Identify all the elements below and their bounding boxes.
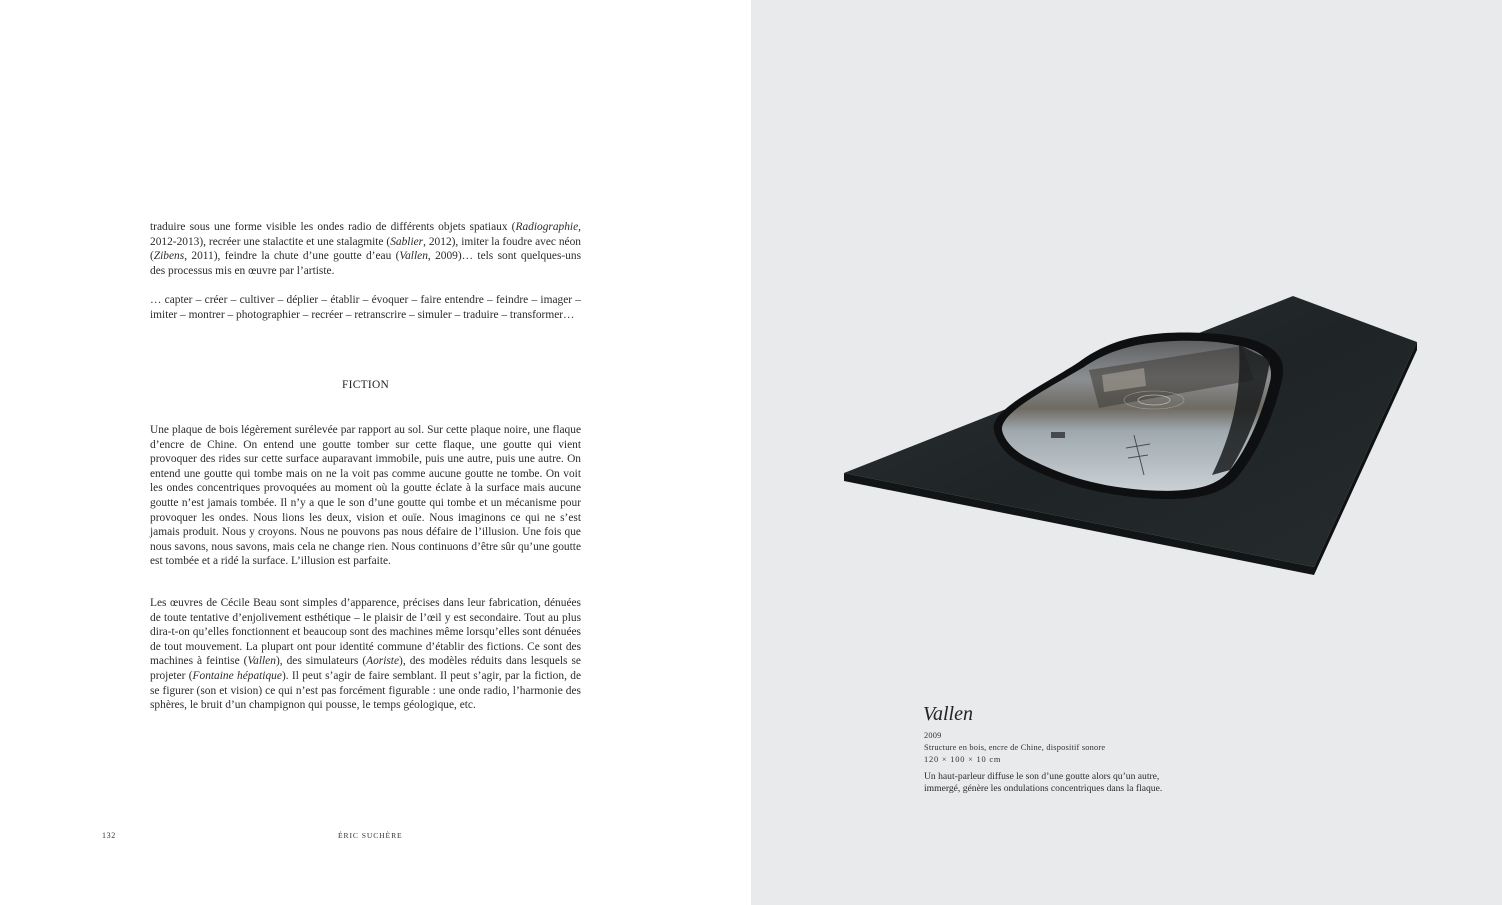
- caption-materials: Structure en bois, encre de Chine, dispositif sonore: [924, 743, 1106, 752]
- text-run: ), des simulateurs (: [275, 655, 367, 668]
- artwork-title-italic: Fontaine hépatique: [192, 669, 282, 682]
- text-run: , 2012), imiter la foudre avec néon (: [150, 235, 581, 263]
- text-run: , 2011), feindre la chute d’une goutte d’eau (: [184, 250, 400, 263]
- paragraph-text: [150, 220, 581, 278]
- right-page: [751, 0, 1502, 905]
- paragraph-verbs: [150, 293, 581, 322]
- text-run: traduire sous une forme visible les ondes radio de différents objets spatiaux (: [150, 221, 516, 233]
- text-run: , 2009)… tels sont quelques-uns des processus mis en œuvre par l’artiste.: [150, 250, 582, 277]
- running-head-author: ÉRIC SUCHÈRE: [338, 831, 403, 840]
- caption-description-line-1: Un haut-parleur diffuse le son d’une goutte alors qu’un autre,: [924, 771, 1160, 782]
- artwork-title-italic: Radiographie: [515, 221, 579, 233]
- artwork-title-italic: Vallen: [399, 250, 428, 263]
- fiction-text: Une plaque de bois légèrement surélevée par rapport au sol. Sur cette plaque noire, une flaque d’encre de Chine. On entend une goutte tomber sur cette flaque, une goutte qui vient provoquer des rides sur cette surface auparavant immobile, puis une autre, puis une autre. On entend une goutte qui tombe mais on ne la voit pas comme aucune goutte ne tombe. On voit les ondes concentriques provoquées au moment où la goutte éclate à la surface mais aucune goutte n’est jamais tombée. Il n’y a que le son d’une goutte qui tombe et un mécanisme pour provoquer les ondes. Nous lions les deux, vision et ouïe. Nous imaginons ce qui ne s’est jamais produit. Nous y croyons. Nous ne pouvons pas nous défaire de l’illusion. Une fois que nous savons, nous savons, mais cela ne change rien. Nous continuons d’être sûr qu’une goutte est tombée et a ridé la surface. L’illusion est parfaite.: [150, 424, 581, 568]
- caption-year: 2009: [924, 731, 942, 740]
- page-number: 132: [102, 831, 116, 840]
- verbs-text: … capter – créer – cultiver – déplier – établir – évoquer – faire entendre – feindre – imager – imiter – montrer – photographier – recréer – retranscrire – simuler – traduire – transformer…: [150, 294, 581, 321]
- artwork-title-italic: Zibens: [153, 250, 185, 263]
- text-run: ). Il peut s’agir de faire semblant. Il peut s’agir, par la fiction, de se figurer (son et vision) ce qui n’est pas forcément figurable : une onde radio, l’harmonie des sphères, le bruit d’un champignon qui pousse, le temps géologique, etc.: [150, 669, 582, 712]
- artwork-photo: [844, 290, 1424, 580]
- text-run: , 2012-2013), recréer une stalactite et une stalagmite (: [150, 221, 581, 248]
- paragraph-works: [150, 596, 581, 713]
- text-run: Les œuvres de Cécile Beau sont simples d’apparence, précises dans leur fabrication, dénuées de toute tentative d’enjolivement esthétique – le plaisir de l’œil y est secondaire. Tout au plus dira-t-on qu’elles fonctionnent et beaucoup sont des machines même lorsqu’elles sont dénuées de tout mouvement. La plupart ont pour identité commune d’établir des fictions. Ce sont des machines à feintise (: [150, 597, 581, 668]
- paragraph-processes: [150, 220, 581, 278]
- artwork-title-italic: Vallen: [247, 655, 276, 668]
- caption-description-line-2: immergé, génère les ondulations concentriques dans la flaque.: [924, 783, 1163, 794]
- caption-dimensions: 120 × 100 × 10 cm: [924, 755, 1002, 764]
- artwork-title-italic: Aoriste: [366, 655, 400, 668]
- text-run: ), des modèles réduits dans lesquels se projeter (: [150, 655, 581, 682]
- section-heading: FICTION: [341, 379, 390, 391]
- paragraph-text: [150, 596, 581, 713]
- caption-description: [924, 771, 1224, 795]
- paragraph-fiction: [150, 423, 581, 569]
- artwork-title-italic: Sablier: [390, 235, 424, 248]
- caption-title: Vallen: [923, 703, 973, 725]
